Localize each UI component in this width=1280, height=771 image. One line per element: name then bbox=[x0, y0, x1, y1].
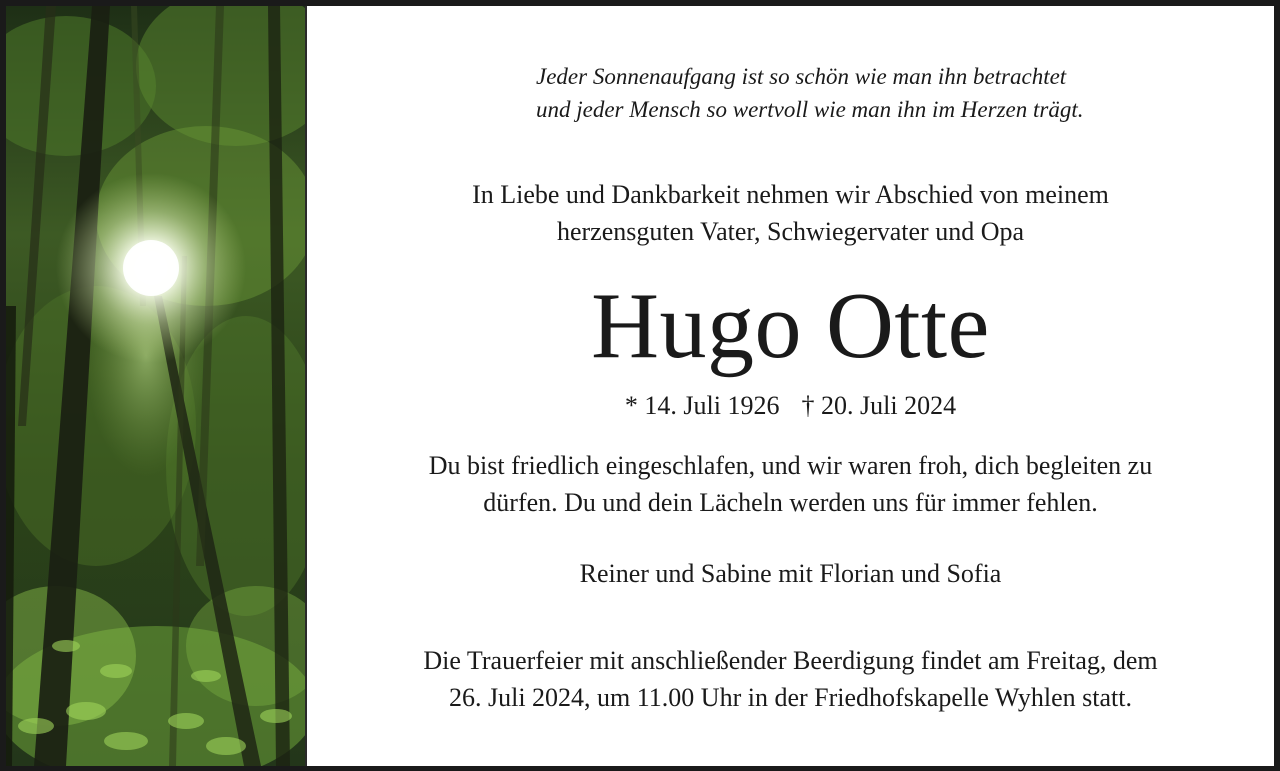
funeral-service-info bbox=[307, 642, 1274, 716]
intro-text bbox=[307, 176, 1274, 250]
notice-text-area bbox=[307, 6, 1274, 766]
deceased-name: Hugo Otte bbox=[591, 274, 990, 378]
motto-quote bbox=[526, 60, 1236, 126]
life-dates bbox=[307, 388, 1274, 424]
intro-line: In Liebe und Dankbarkeit nehmen wir Abschied von meinem bbox=[472, 180, 1109, 209]
farewell-line: dürfen. Du und dein Lächeln werden uns für immer fehlen. bbox=[483, 488, 1098, 517]
motto-line: Jeder Sonnenaufgang ist so schön wie man ihn betrachtet bbox=[536, 64, 1067, 89]
family-names: Reiner und Sabine mit Florian und Sofia bbox=[579, 559, 1002, 588]
birth-date: * 14. Juli 1926 bbox=[624, 391, 780, 420]
death-date: † 20. Juli 2024 bbox=[801, 391, 957, 420]
forest-sunlight-photo bbox=[6, 6, 307, 766]
service-line: Die Trauerfeier mit anschließender Beerdigung findet am Freitag, dem bbox=[423, 646, 1158, 675]
intro-line: herzensguten Vater, Schwiegervater und Opa bbox=[556, 217, 1025, 246]
farewell-text bbox=[307, 447, 1274, 521]
service-line: 26. Juli 2024, um 11.00 Uhr in der Friedhofskapelle Wyhlen statt. bbox=[448, 683, 1132, 712]
motto-line: und jeder Mensch so wertvoll wie man ihn im Herzen trägt. bbox=[536, 97, 1084, 122]
farewell-line: Du bist friedlich eingeschlafen, und wir waren froh, dich begleiten zu bbox=[428, 451, 1153, 480]
